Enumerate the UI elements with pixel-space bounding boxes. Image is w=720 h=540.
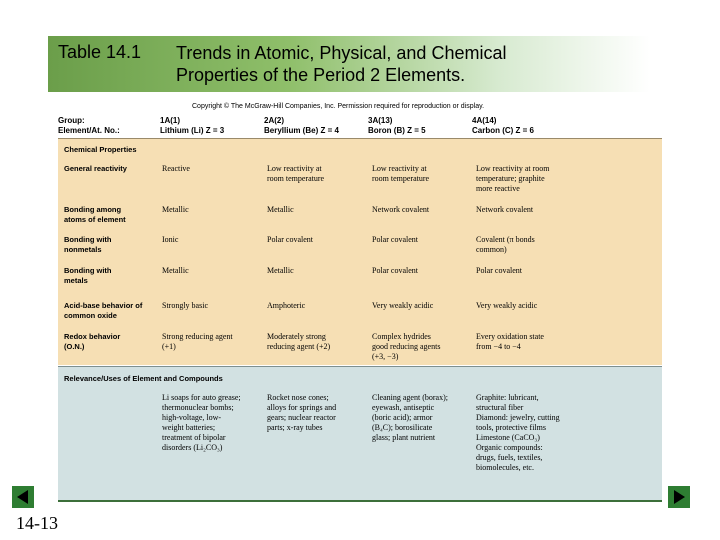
cell-line: Amphoteric xyxy=(267,301,306,310)
row-label-line: General reactivity xyxy=(64,164,127,173)
table-cell xyxy=(372,301,433,311)
cell-line: reducing agent (+2) xyxy=(267,342,331,351)
relevance-cell xyxy=(267,393,336,433)
row-label-line: common oxide xyxy=(64,311,117,320)
cell-line: Strong reducing agent xyxy=(162,332,233,341)
relevance-cell xyxy=(372,393,448,443)
cell-line: biomolecules, etc. xyxy=(476,463,534,472)
cell-line: Polar covalent xyxy=(267,235,313,244)
row-label xyxy=(64,164,127,174)
cell-line: Moderately strong xyxy=(267,332,326,341)
title-line-2: Properties of the Period 2 Elements. xyxy=(176,65,466,85)
cell-line: Low reactivity at room xyxy=(476,164,550,173)
cell-line: Metallic xyxy=(162,266,189,275)
cell-line: treatment of bipolar xyxy=(162,433,226,442)
element-header-4: Carbon (C) Z = 6 xyxy=(472,126,535,135)
table-cell xyxy=(267,164,324,184)
table-cell xyxy=(267,332,330,352)
row-label xyxy=(64,205,126,225)
table-cell xyxy=(372,164,429,184)
relevance-cell xyxy=(476,393,560,473)
cell-line: eyewash, antiseptic xyxy=(372,403,435,412)
table-cell xyxy=(372,235,418,245)
row-label-line: (O.N.) xyxy=(64,342,85,351)
table-bottom-rule xyxy=(58,500,662,502)
relevance-cell xyxy=(162,393,241,453)
table-cell xyxy=(267,266,294,276)
row-label-line: metals xyxy=(64,276,88,285)
row-label-line: atoms of element xyxy=(64,215,126,224)
cell-line: Very weakly acidic xyxy=(476,301,538,310)
cell-line: temperature; graphite xyxy=(476,174,545,183)
cell-line: common) xyxy=(476,245,507,254)
table-cell xyxy=(267,235,313,245)
cell-line: high-voltage, low- xyxy=(162,413,222,422)
table-number: Table 14.1 xyxy=(58,42,142,62)
table-cell xyxy=(476,205,533,215)
chemical-properties-section xyxy=(58,138,662,365)
cell-line: Strongly basic xyxy=(162,301,208,310)
title-line-1: Trends in Atomic, Physical, and Chemical xyxy=(176,43,507,63)
cell-line: Polar covalent xyxy=(476,266,522,275)
table-cell xyxy=(162,205,189,215)
table-cell xyxy=(476,164,550,194)
cell-line: drugs, fuels, textiles, xyxy=(476,453,543,462)
row-label-line: Acid-base behavior of xyxy=(64,301,143,310)
cell-line: more reactive xyxy=(476,184,520,193)
group-label: Group: xyxy=(58,116,85,125)
slide-number: 14-13 xyxy=(16,513,58,533)
cell-line: Reactive xyxy=(162,164,190,173)
row-label-line: Bonding with xyxy=(64,235,112,244)
table-cell xyxy=(162,266,189,276)
element-header-2: Beryllium (Be) Z = 4 xyxy=(264,126,339,135)
cell-line: weight batteries; xyxy=(162,423,216,432)
relevance-section xyxy=(58,366,662,501)
relevance-title: Relevance/Uses of Element and Compounds xyxy=(64,374,223,383)
row-label xyxy=(64,332,120,352)
cell-line: good reducing agents xyxy=(372,342,441,351)
element-header-3: Boron (B) Z = 5 xyxy=(368,126,426,135)
cell-line: Cleaning agent (borax); xyxy=(372,393,448,402)
cell-line: alloys for springs and xyxy=(267,403,337,412)
cell-line: thermonuclear bombs; xyxy=(162,403,234,412)
row-label-line: nonmetals xyxy=(64,245,102,254)
cell-line: Low reactivity at xyxy=(267,164,322,173)
group-header-2: 2A(2) xyxy=(264,116,285,125)
cell-line: Low reactivity at xyxy=(372,164,427,173)
table-cell xyxy=(267,301,305,311)
table-cell xyxy=(162,332,233,352)
element-header-1: Lithium (Li) Z = 3 xyxy=(160,126,225,135)
table-cell xyxy=(372,205,429,215)
table-cell xyxy=(476,301,537,311)
table-cell xyxy=(476,332,544,352)
row-label xyxy=(64,235,112,255)
cell-line: Ionic xyxy=(162,235,179,244)
chemical-properties-title: Chemical Properties xyxy=(64,145,137,154)
table-cell xyxy=(162,301,208,311)
cell-line: (+1) xyxy=(162,342,176,351)
cell-line: Polar covalent xyxy=(372,235,418,244)
table-cell xyxy=(476,266,522,276)
cell-line: Diamond: jewelry, cutting xyxy=(476,413,560,422)
row-label xyxy=(64,266,112,286)
next-slide-button[interactable] xyxy=(668,486,690,508)
row-label-line: Bonding with xyxy=(64,266,112,275)
cell-line: Polar covalent xyxy=(372,266,418,275)
cell-line: glass; plant nutrient xyxy=(372,433,436,442)
table-cell xyxy=(372,332,440,362)
cell-line: Complex hydrides xyxy=(372,332,431,341)
cell-line: Organic compounds: xyxy=(476,443,543,452)
row-label xyxy=(64,301,142,321)
cell-line: from −4 to −4 xyxy=(476,342,521,351)
group-header-1: 1A(1) xyxy=(160,116,181,125)
previous-slide-button[interactable] xyxy=(12,486,34,508)
cell-line: Network covalent xyxy=(372,205,430,214)
cell-line: Metallic xyxy=(267,266,294,275)
cell-line: Li soaps for auto grease; xyxy=(162,393,241,402)
cell-line: disorders (Li₂CO₃) xyxy=(162,443,223,452)
cell-line: Network covalent xyxy=(476,205,534,214)
cell-line: Rocket nose cones; xyxy=(267,393,329,402)
cell-line: (boric acid); armor xyxy=(372,413,433,422)
cell-line: Metallic xyxy=(162,205,189,214)
row-label-line: Bonding among xyxy=(64,205,122,214)
table-cell xyxy=(267,205,294,215)
row-label-line: Redox behavior xyxy=(64,332,121,341)
cell-line: room temperature xyxy=(267,174,325,183)
group-header-3: 3A(13) xyxy=(368,116,393,125)
table-cell xyxy=(476,235,535,255)
table-cell xyxy=(372,266,418,276)
page-title xyxy=(176,42,656,86)
cell-line: (B₄C); borosilicate xyxy=(372,423,433,432)
element-label: Element/At. No.: xyxy=(58,126,120,135)
cell-line: (+3, −3) xyxy=(372,352,399,361)
cell-line: structural fiber xyxy=(476,403,524,412)
cell-line: gears; nuclear reactor xyxy=(267,413,336,422)
copyright-notice: Copyright © The McGraw-Hill Companies, Inc. Permission required for reproduction or display. xyxy=(192,103,485,110)
group-header-4: 4A(14) xyxy=(472,116,497,125)
cell-line: Covalent (π bonds xyxy=(476,235,535,244)
cell-line: Every oxidation state xyxy=(476,332,544,341)
cell-line: Metallic xyxy=(267,205,294,214)
cell-line: room temperature xyxy=(372,174,430,183)
cell-line: tools, protective films xyxy=(476,423,546,432)
table-cell xyxy=(162,164,190,174)
cell-line: Limestone (CaCO₃) xyxy=(476,433,540,442)
cell-line: Graphite: lubricant, xyxy=(476,393,539,402)
cell-line: Very weakly acidic xyxy=(372,301,434,310)
table-cell xyxy=(162,235,178,245)
cell-line: parts; x-ray tubes xyxy=(267,423,323,432)
